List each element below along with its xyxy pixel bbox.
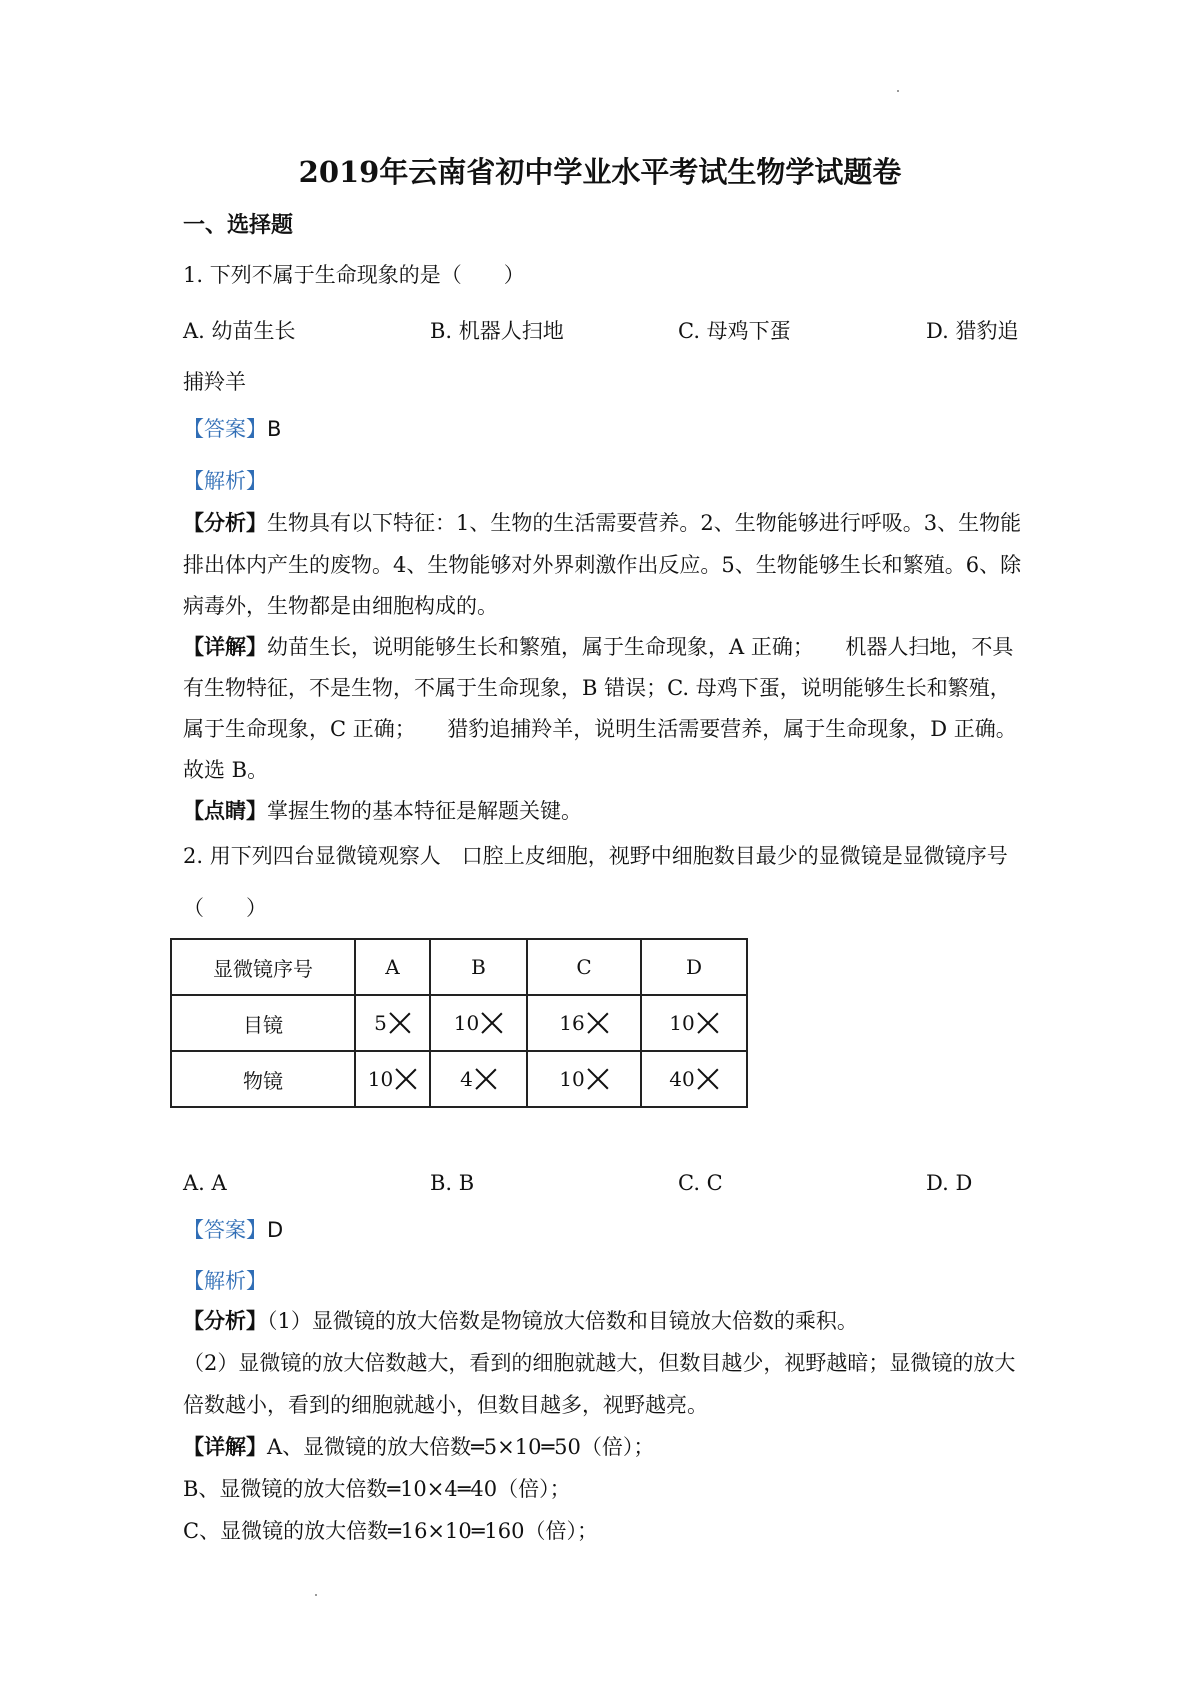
table-cell: 4 — [430, 1051, 527, 1107]
answer-value: D — [267, 1218, 284, 1242]
q2-line: 倍数越小，看到的细胞就越小，但数目越多，视野越亮。 — [183, 1393, 708, 1417]
q2-option-d: D. D — [926, 1171, 973, 1195]
q1-line: 属于生命现象，C 正确； 猎豹追捕羚羊，说明生活需要营养，属于生命现象，D 正确。 — [183, 717, 1017, 741]
scan-speck — [315, 1594, 317, 1596]
q1-line: 【分析】生物具有以下特征：1、生物的生活需要营养。2、生物能够进行呼吸。3、生物能 — [183, 510, 1022, 535]
q1-line: 有生物特征，不是生物，不属于生命现象，B 错误；C. 母鸡下蛋，说明能够生长和繁殖， — [183, 676, 1011, 700]
q2-stem: 2. 用下列四台显微镜观察人 口腔上皮细胞，视野中细胞数目最少的显微镜是显微镜序号 — [183, 844, 1008, 868]
table-cell: 10 — [430, 995, 527, 1051]
q2-answer — [183, 1215, 283, 1245]
table-cell: 目镜 — [171, 995, 355, 1051]
q2-line: （2）显微镜的放大倍数越大，看到的细胞就越大，但数目越少，视野越暗；显微镜的放大 — [183, 1351, 1016, 1375]
answer-value: B — [267, 417, 282, 441]
q1-line: 排出体内产生的废物。4、生物能够对外界刺激作出反应。5、生物能够生长和繁殖。6、除 — [183, 553, 1022, 577]
table-cell: 10 — [355, 1051, 430, 1107]
q1-option-a: A. 幼苗生长 — [183, 319, 296, 343]
table-cell: D — [641, 939, 747, 995]
times-icon — [587, 1067, 609, 1089]
scan-speck — [897, 90, 899, 92]
section-heading: 一、选择题 — [183, 212, 294, 238]
q1-answer — [183, 414, 281, 444]
table-header-row — [171, 939, 747, 995]
table-cell: A — [355, 939, 430, 995]
table-row — [171, 1051, 747, 1107]
q2-option-c: C. C — [678, 1171, 723, 1195]
table-cell: 16 — [527, 995, 641, 1051]
times-icon — [587, 1011, 609, 1033]
q2-option-a: A. A — [183, 1171, 227, 1195]
answer-tag: 【答案】 — [183, 417, 267, 441]
q1-line: 【详解】幼苗生长，说明能够生长和繁殖，属于生命现象，A 正确； 机器人扫地，不具 — [183, 634, 1014, 659]
answer-tag: 【答案】 — [183, 1218, 267, 1242]
microscope-table — [170, 938, 748, 1108]
table-cell: 物镜 — [171, 1051, 355, 1107]
q1-option-d-cont: 捕羚羊 — [183, 370, 246, 394]
q2-line: B、显微镜的放大倍数═10×4═40（倍）； — [183, 1477, 571, 1501]
page-title: 2019年云南省初中学业水平考试生物学试题卷 — [298, 155, 902, 189]
table-cell: 10 — [527, 1051, 641, 1107]
q1-line: 病毒外，生物都是由细胞构成的。 — [183, 594, 498, 618]
times-icon — [389, 1011, 411, 1033]
q2-stem-cont: （ ） — [183, 896, 267, 920]
q1-option-c: C. 母鸡下蛋 — [678, 319, 791, 343]
q2-line: 【分析】（1）显微镜的放大倍数是物镜放大倍数和目镜放大倍数的乘积。 — [183, 1308, 858, 1333]
q1-line: 故选 B。 — [183, 758, 269, 782]
table-cell: 40 — [641, 1051, 747, 1107]
q2-option-b: B. B — [430, 1171, 475, 1195]
q2-line: 【详解】A、显微镜的放大倍数═5×10═50（倍）； — [183, 1434, 655, 1459]
q1-option-d: D. 猎豹追 — [926, 319, 1019, 343]
q1-stem: 1. 下列不属于生命现象的是（ ） — [183, 263, 525, 287]
table-cell: 5 — [355, 995, 430, 1051]
table-row — [171, 995, 747, 1051]
q1-line: 【点睛】掌握生物的基本特征是解题关键。 — [183, 798, 582, 823]
table-cell: 显微镜序号 — [171, 939, 355, 995]
times-icon — [481, 1011, 503, 1033]
table-cell: 10 — [641, 995, 747, 1051]
times-icon — [475, 1067, 497, 1089]
q1-option-b: B. 机器人扫地 — [430, 319, 564, 343]
times-icon — [697, 1011, 719, 1033]
times-icon — [395, 1067, 417, 1089]
q1-analysis-tag: 【解析】 — [183, 469, 267, 493]
table-cell: B — [430, 939, 527, 995]
times-icon — [697, 1067, 719, 1089]
table-cell: C — [527, 939, 641, 995]
q2-analysis-tag: 【解析】 — [183, 1269, 267, 1293]
q2-line: C、显微镜的放大倍数═16×10═160（倍）； — [183, 1519, 598, 1543]
